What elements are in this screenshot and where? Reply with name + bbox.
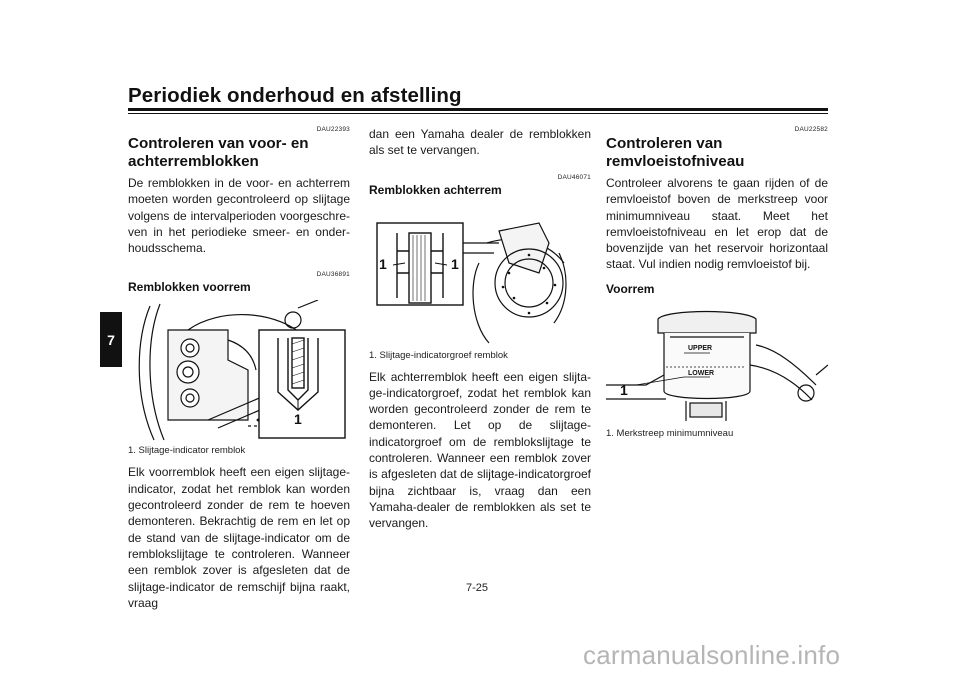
section-heading-brake-pads: Controleren van voor- en achterremblokken: [128, 135, 309, 170]
paragraph-brake-fluid: Controleer alvorens te gaan rijden of de remvloeistof boven de merkstreep voor minimumniveau staat. Meet het remvloeistofniveau en let erop dat de bovenzijde van het reservoir horizontaal staat. Vul indien nodig remvloeistof bij.: [606, 176, 828, 272]
figure-brake-fluid-reservoir: [606, 305, 828, 425]
header-rule-thin: [128, 113, 828, 114]
rear-caliper-illustration: [369, 203, 591, 347]
section-heading-brake-fluid: Controleren van remvloeistofniveau: [606, 135, 745, 170]
lower-mark-label: LOWER: [688, 369, 715, 377]
reservoir-illustration: [606, 305, 828, 425]
figure-callout-left: 1: [379, 255, 387, 272]
front-caliper-illustration: [128, 300, 350, 442]
column-3: [606, 126, 828, 447]
subheading-front-brake-pads: Remblokken voorrem: [128, 280, 251, 295]
chapter-tab: 7: [100, 312, 122, 367]
page-header-title: Periodiek onderhoud en afstelling: [128, 84, 462, 107]
column-2: [369, 126, 591, 532]
figure-callout-number: 1: [620, 381, 628, 398]
upper-mark-label: UPPER: [688, 344, 713, 352]
figure-caption: 1. Merkstreep minimumniveau: [606, 427, 734, 439]
watermark: carmanualsonline.info: [583, 640, 841, 670]
header-rule-thick: [128, 108, 828, 111]
section-code: DAU22582: [794, 126, 828, 133]
section-code: DAU46071: [557, 173, 591, 181]
subheading-front-brake: Voorrem: [606, 281, 655, 296]
paragraph-rear-brake-pads: Elk achterremblok heeft een eigen slijtage-indicatorgroef, zodat het remblok kan worden gecontroleerd zonder de rem te demonteren. Let op de slijtage-indicatorgroef om de remblokslijtage te controleren. Wanneer een remblok zover is afgesleten dat de slijtage-indicatorgroef bijna zichtbaar is, vraag dan een Yamaha-dealer de remblokken als set te vervangen.: [369, 369, 591, 531]
figure-callout-right: 1: [451, 255, 459, 272]
paragraph-front-brake-pads: Elk voorremblok heeft een eigen slijtage-indicator, zodat het remblok kan worden gecontroleerd zonder de rem te hoeven demonteren. Bekrachtig de rem en let op de stand van de slijtage-indicator om de remblokslijtage te controleren. Wanneer een remblok zover is afgesleten dat de slijtage-indicator de remschijf bijna raakt, vraag: [128, 465, 350, 610]
figure-rear-brake-caliper: [369, 203, 591, 347]
page-number: 7-25: [466, 582, 489, 594]
column-1: [128, 126, 350, 611]
figure-caption: 1. Slijtage-indicator remblok: [128, 445, 246, 457]
figure-front-brake-caliper: [128, 300, 350, 442]
paragraph-continuation: dan een Yamaha dealer de remblokken als set te vervangen.: [369, 127, 591, 158]
figure-callout-number: 1: [294, 411, 302, 428]
section-code: DAU22393: [316, 126, 350, 133]
subheading-rear-brake-pads: Remblokken achterrem: [369, 182, 502, 197]
paragraph-brake-pads-intro: De remblokken in de voor- en achterrem moeten worden gecontroleerd op slijtage volgens de intervalperioden voorgeschreven in het periodieke smeer- en onderhoudsschema.: [128, 176, 350, 256]
section-code: DAU36891: [316, 271, 350, 279]
figure-caption: 1. Slijtage-indicatorgroef remblok: [369, 349, 508, 361]
